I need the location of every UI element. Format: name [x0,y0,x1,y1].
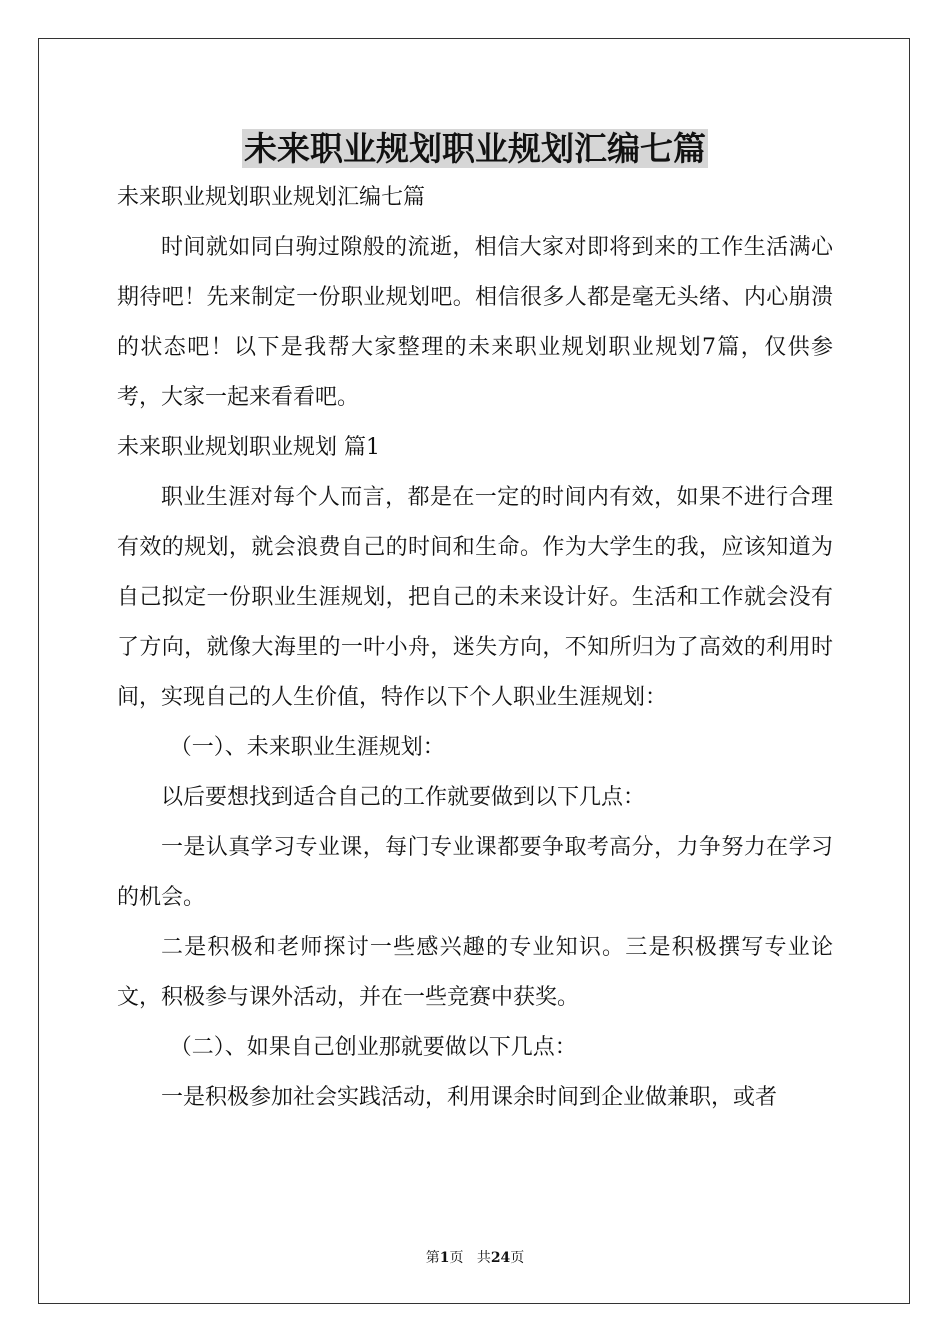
sub-heading: （二）、如果自己创业那就要做以下几点： [169,1035,577,1060]
page-footer [0,1248,950,1268]
paragraph: 时间就如同白驹过隙般的流逝，相信大家对即将到来的工作生活满心期待吧！先来制定一份职业规划吧。相信很多人都是毫无头绪、内心崩溃的状态吧！以下是我帮大家整理的未来职业规划职业规划7篇，仅供参考，大家一起来看看吧。 [117,235,833,410]
page-label-suffix: 页 [449,1250,464,1266]
page-number: 1 [439,1250,450,1266]
total-label-prefix: 共 [476,1250,491,1266]
document-title-text: 未来职业规划职业规划汇编七篇 [244,129,706,168]
sub-heading: （一）、未来职业生涯规划： [169,735,445,760]
total-pages: 24 [490,1250,511,1266]
paragraph: 一是认真学习专业课，每门专业课都要争取考高分，力争努力在学习的机会。 [117,835,833,910]
document-title [0,122,950,176]
total-label-suffix: 页 [510,1250,525,1266]
paragraph: 未来职业规划职业规划汇编七篇 [117,185,426,210]
paragraph: 一是积极参加社会实践活动，利用课余时间到企业做兼职，或者 [161,1085,778,1110]
page-label-prefix: 第 [425,1250,440,1266]
paragraph: 职业生涯对每个人而言，都是在一定的时间内有效，如果不进行合理有效的规划，就会浪费自己的时间和生命。作为大学生的我，应该知道为自己拟定一份职业生涯规划，把自己的未来设计好。生活和工作就会没有了方向，就像大海里的一叶小舟，迷失方向，不知所归为了高效的利用时间，实现自己的人生价值，特作以下个人职业生涯规划： [117,485,833,710]
section-heading: 未来职业规划职业规划 篇1 [117,435,380,460]
paragraph: 二是积极和老师探讨一些感兴趣的专业知识。三是积极撰写专业论文，积极参与课外活动，并在一些竞赛中获奖。 [117,935,833,1010]
document-body [117,173,833,1123]
paragraph: 以后要想找到适合自己的工作就要做到以下几点： [161,785,646,810]
